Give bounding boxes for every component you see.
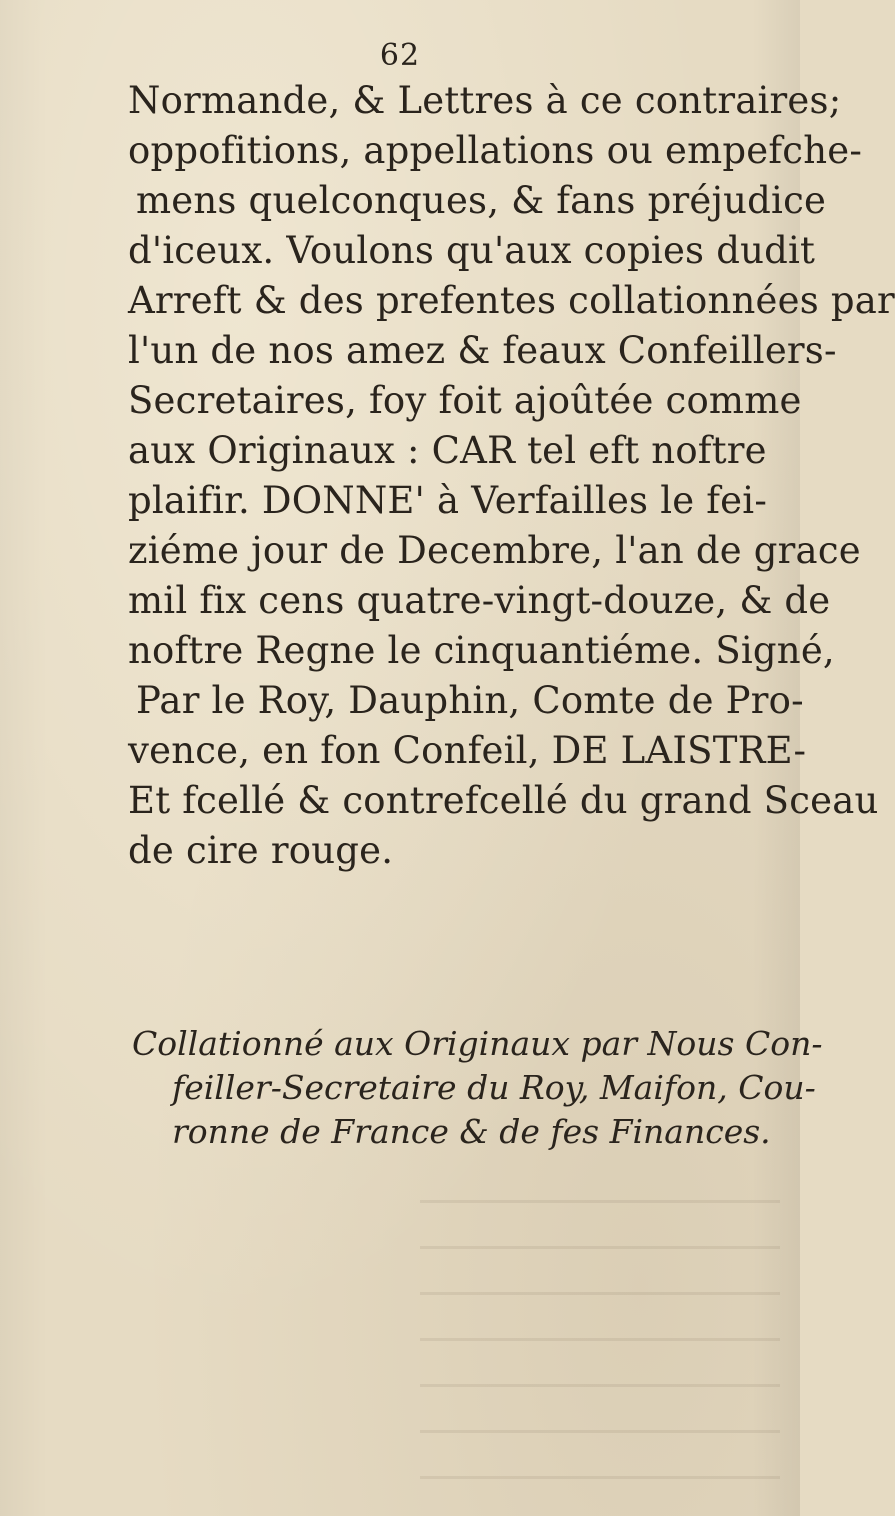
text-line: Arreft & des prefentes collationnées par: [128, 279, 895, 322]
text-line: l'un de nos amez & feaux Confeillers-: [128, 329, 837, 372]
text-line: noftre Regne le cinquantiéme. Signé,: [128, 629, 835, 672]
text-line: mil fix cens quatre-vingt-douze, & de: [128, 579, 831, 622]
text-line: Secretaires, foy foit ajoûtée comme: [128, 379, 802, 422]
text-line: oppofitions, appellations ou empefche-: [128, 129, 863, 172]
collation-line: feiller-Secretaire du Roy, Maifon, Cou-: [172, 1068, 816, 1107]
text-line: Normande, & Lettres à ce contraires;: [128, 79, 842, 122]
page-number: 62: [379, 38, 421, 73]
text-line: de cire rouge.: [128, 829, 394, 872]
text-line: plaifir. DONNE' à Verfailles le fei-: [128, 479, 768, 522]
text-line: vence, en fon Confeil, DE LAISTRE-: [128, 729, 807, 772]
text-line: d'iceux. Voulons qu'aux copies dudit: [128, 229, 816, 272]
collation-line: ronne de France & de fes Finances.: [172, 1112, 771, 1151]
text-line: Par le Roy, Dauphin, Comte de Pro-: [136, 679, 804, 722]
text-line: Et fcellé & contrefcellé du grand Sceau: [128, 779, 879, 822]
collation-note: [132, 1022, 823, 1154]
text-line: ziéme jour de Decembre, l'an de grace: [128, 529, 861, 572]
text-line: mens quelconques, & fans préjudice: [136, 179, 827, 222]
text-line: aux Originaux : CAR tel eft noftre: [128, 429, 767, 472]
body-text: [128, 76, 895, 876]
paper-show-through: [420, 1200, 780, 1500]
collation-line: Collationné aux Originaux par Nous Con-: [132, 1024, 823, 1063]
